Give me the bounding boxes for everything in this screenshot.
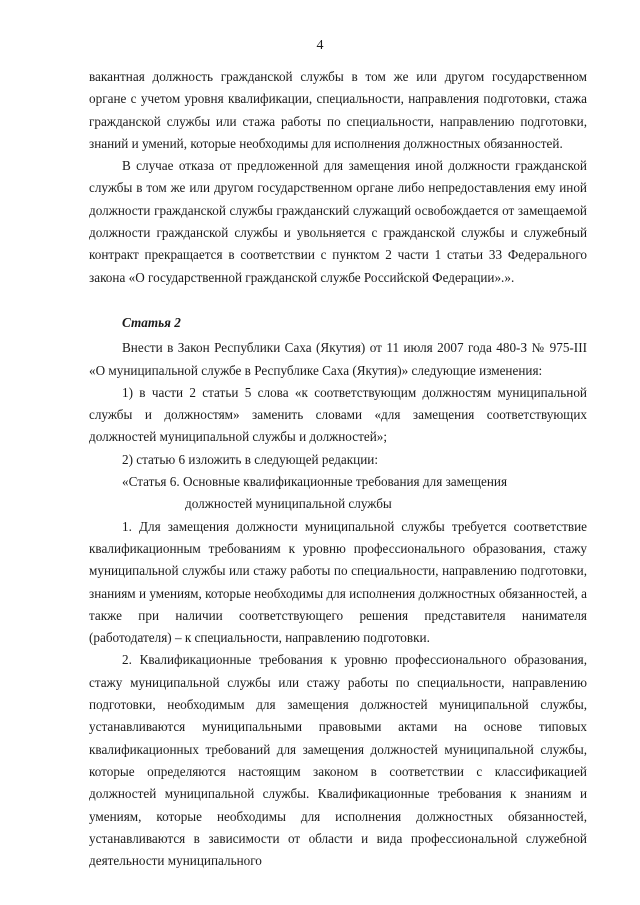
paragraph-section-2: 2. Квалификационные требования к уровню профессионального образования, стажу муниципальной службы или стажу работы по специальности, направлению подготовки, необходимым для замещения должностей муниципальной службы, устанавливаются муниципальными правовыми актами на основе типовых квалификационных требований для замещения должностей муниципальной службы, которые определяются настоящим законом в соответствии с классификацией должностей муниципальной службы. Квалификационные требования к знаниям и умениям, которые необходимы для исполнения должностных обязанностей, устанавливаются в зависимости от области и вида профессиональной служебной деятельности муниципального bbox=[89, 652, 587, 869]
paragraph-continuation: вакантная должность гражданской службы в том же или другом государственном органе с учетом уровня квалификации, специальности, направления подготовки, стажа гражданской службы или стажа работы по специальности, направлению подготовки, знаний и умений, которые необходимы для исполнения должностных обязанностей. bbox=[89, 69, 587, 151]
paragraph-item-2: 2) статью 6 изложить в следующей редакции: bbox=[122, 451, 378, 467]
paragraph-amendment-intro: Внести в Закон Республики Саха (Якутия) от 11 июля 2007 года 480-З № 975-III «О муниципальной службе в Республике Саха (Якутия)» следующие изменения: bbox=[89, 340, 587, 378]
article-6-title-line-2: должностей муниципальной службы bbox=[185, 496, 392, 512]
paragraph-refusal: В случае отказа от предложенной для замещения иной должности гражданской службы в том же или другом государственном органе либо непредоставления ему иной должности гражданской службы гражданский служащий освобождается от замещаемой должности гражданской службы и увольняется с гражданской службы и служебный контракт прекращается в соответствии с пунктом 2 части 1 статьи 33 Федерального закона «О государственной гражданской службе Российской Федерации».». bbox=[89, 158, 587, 285]
page-number: 4 bbox=[316, 38, 324, 53]
paragraph-section-1: 1. Для замещения должности муниципальной службы требуется соответствие квалификационным требованиям к уровню профессионального образования, стажу муниципальной службы или стажу работы по специальности, направлению подготовки, знаниям и умениям, которые необходимы для исполнения должностных обязанностей, а также при наличии соответствующего решения представителя нанимателя (работодателя) – к специальности, направлению подготовки. bbox=[89, 518, 587, 646]
article-heading: Статья 2 bbox=[122, 314, 181, 330]
article-6-title-line-1: «Статья 6. Основные квалификационные требования для замещения bbox=[122, 474, 508, 490]
document-body bbox=[89, 66, 587, 872]
paragraph-item-1: 1) в части 2 статьи 5 слова «к соответствующим должностям муниципальной службы и должностям» заменить словами «для замещения соответствующих должностей муниципальной службы и должностей»; bbox=[89, 384, 587, 445]
